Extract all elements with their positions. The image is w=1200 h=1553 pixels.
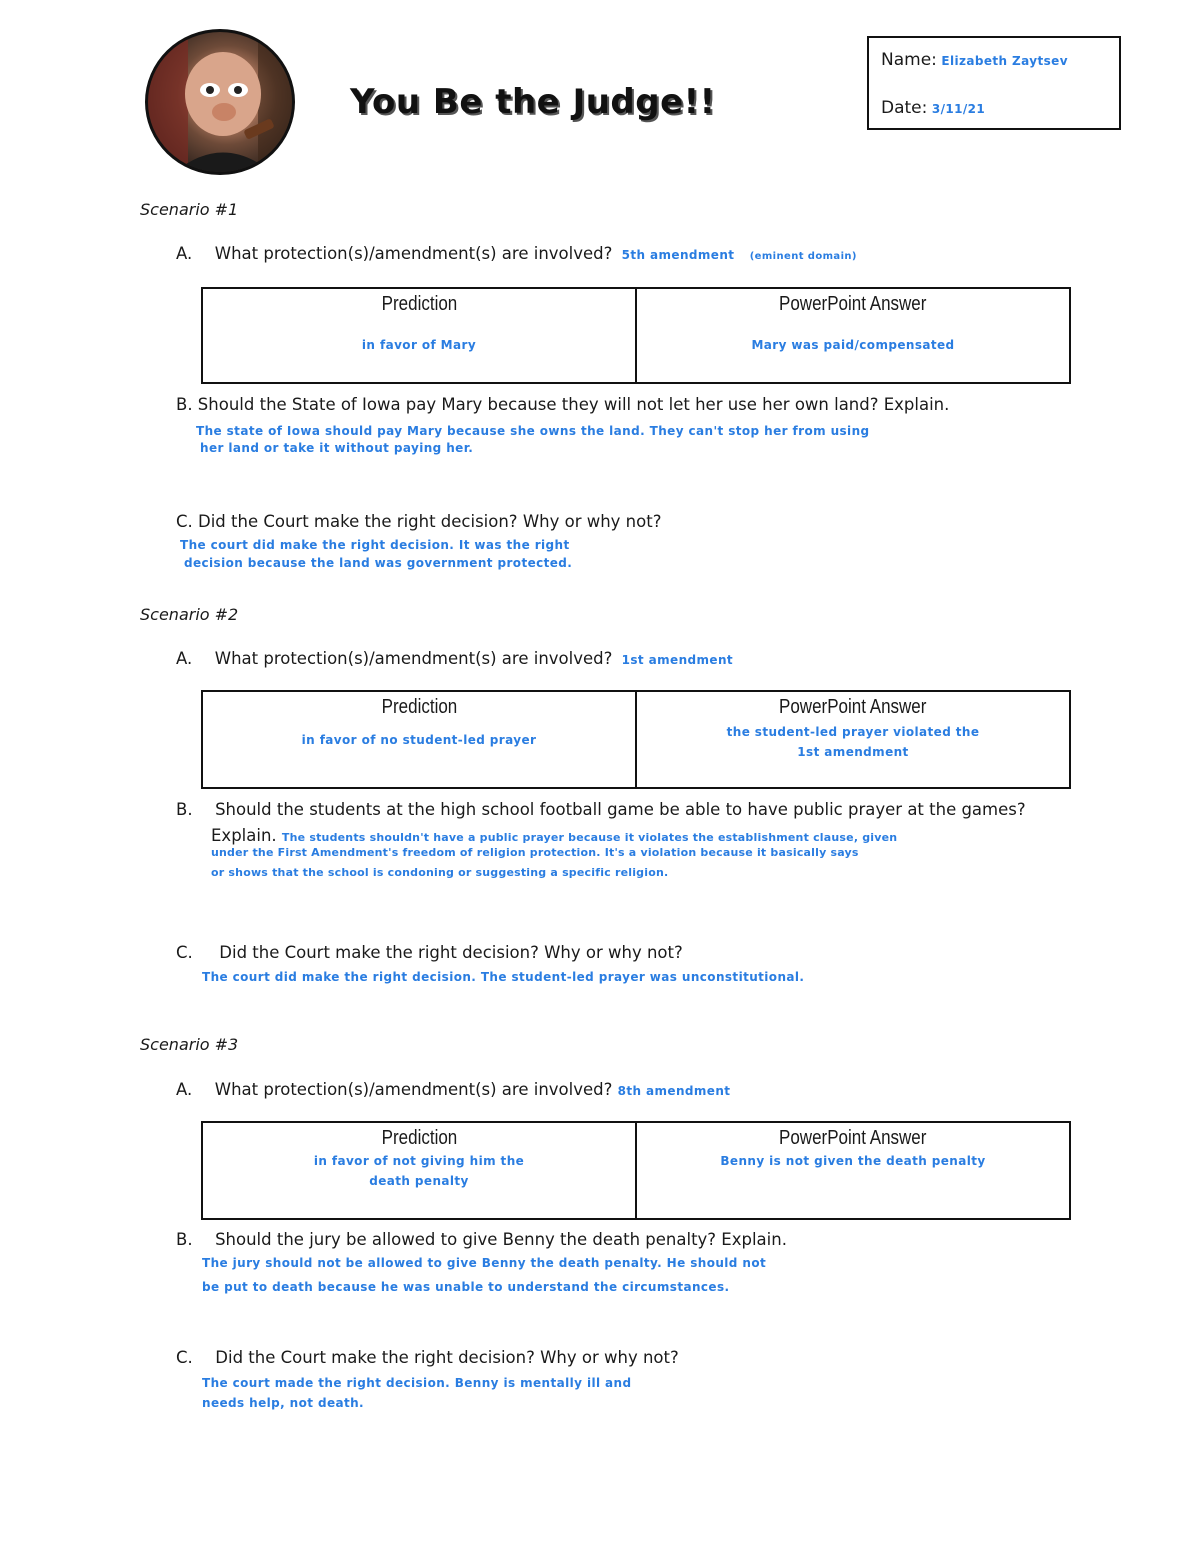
scenario-3-answer-a[interactable]: 8th amendment <box>617 1084 731 1098</box>
scenario-2-answer-b-line1[interactable]: The students shouldn't have a public prayer because it violates the establishment clause, given <box>281 831 898 844</box>
scenario-2-table <box>201 690 1071 789</box>
prediction-header: Prediction <box>381 293 457 315</box>
question-letter: C. <box>176 1348 193 1367</box>
question-text: What protection(s)/amendment(s) are involved? <box>214 244 613 263</box>
question-letter: A. <box>176 244 193 263</box>
question-letter: C. <box>176 943 193 962</box>
answer-cell[interactable] <box>635 692 1069 787</box>
scenario-3-question-a <box>176 1080 730 1099</box>
answer-cell[interactable] <box>635 1123 1069 1218</box>
name-value[interactable]: Elizabeth Zaytsev <box>941 54 1068 68</box>
answer-header: PowerPoint Answer <box>779 1127 927 1149</box>
scenario-2-answer-a[interactable]: 1st amendment <box>621 653 734 667</box>
prediction-cell[interactable] <box>203 692 635 787</box>
scenario-3-ppt-answer[interactable]: Benny is not given the death penalty <box>720 1154 986 1168</box>
scenario-3-title: Scenario #3 <box>140 1035 239 1054</box>
scenario-1-answer-a[interactable]: 5th amendment <box>621 248 735 262</box>
scenario-1-answer-b-line2[interactable]: her land or take it without paying her. <box>200 441 474 455</box>
answer-cell[interactable] <box>635 289 1069 382</box>
question-letter: A. <box>176 1080 193 1099</box>
scenario-3-question-c <box>176 1348 679 1367</box>
scenario-2-prediction[interactable]: in favor of no student-led prayer <box>301 733 537 747</box>
question-text: What protection(s)/amendment(s) are involved? <box>214 649 613 668</box>
scenario-2-question-b-explain <box>211 826 897 845</box>
scenario-2-answer-b-line3[interactable]: or shows that the school is condoning or suggesting a specific religion. <box>211 866 669 879</box>
scenario-1-question-b: B. Should the State of Iowa pay Mary because they will not let her use her own land? Explain. <box>176 395 950 414</box>
question-letter: A. <box>176 649 193 668</box>
question-letter: B. <box>176 1230 193 1249</box>
date-label: Date: <box>881 98 928 118</box>
scenario-2-question-b <box>176 800 1026 819</box>
scenario-3-prediction-line2[interactable]: death penalty <box>369 1174 469 1188</box>
scenario-2-ppt-answer-line1[interactable]: the student-led prayer violated the <box>726 725 980 739</box>
scenario-1-answer-b-line1[interactable]: The state of Iowa should pay Mary because she owns the land. They can't stop her from using <box>196 424 870 438</box>
scenario-3-table <box>201 1121 1071 1220</box>
scenario-3-prediction-line1[interactable]: in favor of not giving him the <box>313 1154 525 1168</box>
date-value[interactable]: 3/11/21 <box>931 102 986 116</box>
scenario-2-answer-c[interactable]: The court did make the right decision. The student-led prayer was unconstitutional. <box>202 970 805 984</box>
question-letter: B. <box>176 800 193 819</box>
scenario-1-question-c: C. Did the Court make the right decision? Why or why not? <box>176 512 662 531</box>
scenario-1-prediction[interactable]: in favor of Mary <box>361 338 477 352</box>
scenario-2-question-a <box>176 649 733 668</box>
scenario-2-answer-b-line2[interactable]: under the First Amendment's freedom of religion protection. It's a violation because it basically says <box>211 846 859 859</box>
prediction-cell[interactable] <box>203 1123 635 1218</box>
prediction-header: Prediction <box>381 1127 457 1149</box>
prediction-header: Prediction <box>381 696 457 718</box>
question-text: Should the jury be allowed to give Benny the death penalty? Explain. <box>215 1230 787 1249</box>
scenario-1-table <box>201 287 1071 384</box>
scenario-2-title: Scenario #2 <box>140 605 239 624</box>
scenario-3-answer-c-line1[interactable]: The court made the right decision. Benny is mentally ill and <box>202 1376 632 1390</box>
scenario-3-answer-c-line2[interactable]: needs help, not death. <box>202 1396 365 1410</box>
scenario-1-answer-a-note[interactable]: (eminent domain) <box>749 251 857 262</box>
prediction-cell[interactable] <box>203 289 635 382</box>
scenario-3-question-b <box>176 1230 787 1249</box>
explain-label: Explain. <box>211 826 277 845</box>
scenario-1-title: Scenario #1 <box>140 200 239 219</box>
scenario-1-question-a <box>176 244 857 263</box>
question-text: What protection(s)/amendment(s) are involved? <box>214 1080 613 1099</box>
answer-header: PowerPoint Answer <box>779 696 927 718</box>
scenario-1-answer-c-line1[interactable]: The court did make the right decision. It was the right <box>180 538 570 552</box>
question-text: Did the Court make the right decision? Why or why not? <box>215 1348 679 1367</box>
page-title: You Be the Judge!! <box>350 82 716 122</box>
judge-portrait <box>145 29 295 175</box>
scenario-3-answer-b-line1[interactable]: The jury should not be allowed to give Benny the death penalty. He should not <box>202 1256 767 1270</box>
question-text: Did the Court make the right decision? Why or why not? <box>219 943 683 962</box>
scenario-2-ppt-answer-line2[interactable]: 1st amendment <box>797 745 909 759</box>
scenario-2-question-c <box>176 943 683 962</box>
name-date-box <box>867 36 1121 130</box>
answer-header: PowerPoint Answer <box>779 293 927 315</box>
scenario-1-answer-c-line2[interactable]: decision because the land was government protected. <box>184 556 573 570</box>
judge-illustration <box>148 32 295 175</box>
scenario-3-answer-b-line2[interactable]: be put to death because he was unable to understand the circumstances. <box>202 1280 730 1294</box>
question-text: Should the students at the high school football game be able to have public prayer at the games? <box>215 800 1026 819</box>
scenario-1-ppt-answer[interactable]: Mary was paid/compensated <box>751 338 955 352</box>
name-label: Name: <box>881 50 937 70</box>
